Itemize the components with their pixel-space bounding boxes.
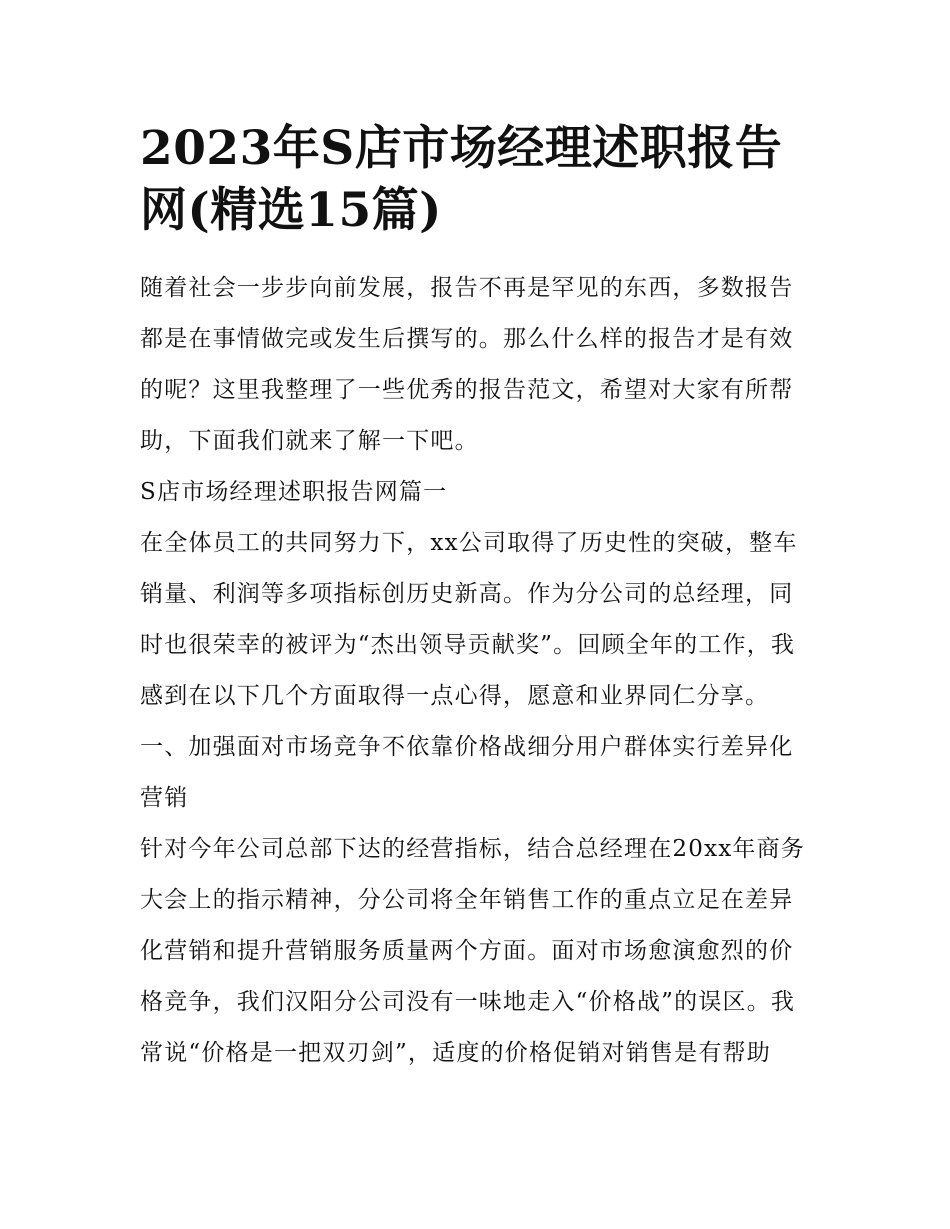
intro-paragraph: 随着社会一步步向前发展，报告不再是罕见的东西，多数报告都是在事情做完或发生后撰写的。那么什么样的报告才是有效的呢？这里我整理了一些优秀的报告范文，希望对大家有所帮助，下面我们就来了解一下吧。 <box>140 275 794 454</box>
document-content <box>140 118 812 1079</box>
document-title: 2023年S店市场经理述职报告网(精选15篇) <box>140 121 783 238</box>
section-heading: S店市场经理述职报告网篇一 <box>140 479 448 505</box>
subsection-heading: 一、加强面对市场竞争不依靠价格战细分用户群体实行差异化营销 <box>140 734 794 811</box>
body-paragraph: 针对今年公司总部下达的经营指标，结合总经理在20xx年商务大会上的指示精神，分公司将全年销售工作的重点立足在差异化营销和提升营销服务质量两个方面。面对市场愈演愈烈的价格竞争，我们汉阳分公司没有一味地走入“价格战”的误区。我常说“价格是一把双刃剑”，适度的价格促销对销售是有帮助 <box>140 836 806 1066</box>
body-paragraph: 在全体员工的共同努力下，xx公司取得了历史性的突破，整车销量、利润等多项指标创历史新高。作为分公司的总经理，同时也很荣幸的被评为“杰出领导贡献奖”。回顾全年的工作，我感到在以下几个方面取得一点心得，愿意和业界同仁分享。 <box>140 530 798 709</box>
document-body <box>140 263 812 1079</box>
